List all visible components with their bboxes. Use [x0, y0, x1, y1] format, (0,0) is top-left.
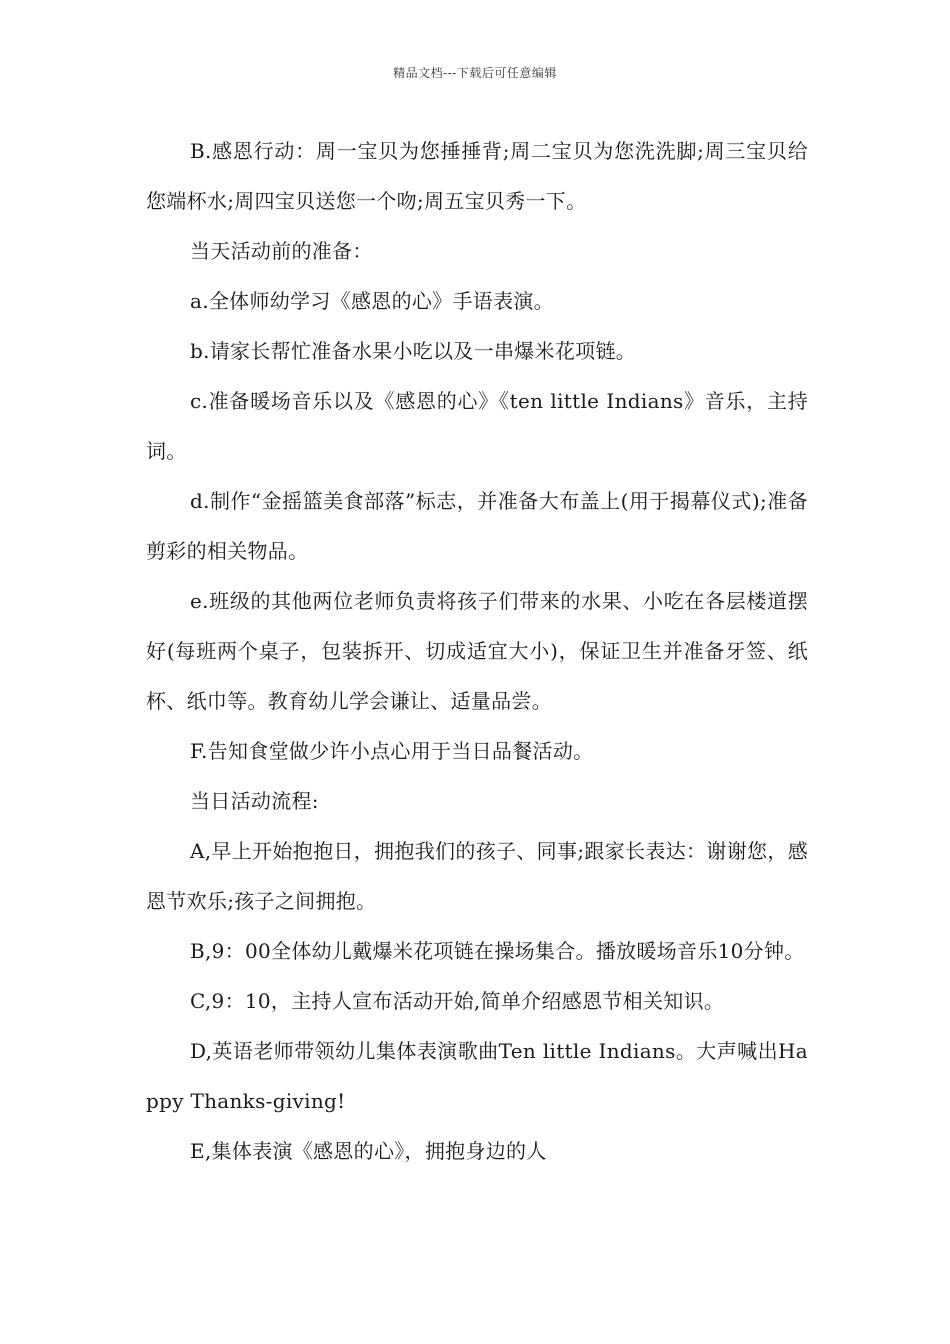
paragraph: B,9：00全体幼儿戴爆米花项链在操场集合。播放暖场音乐10分钟。: [190, 939, 805, 963]
paragraph: C,9：10，主持人宣布活动开始,简单介绍感恩节相关知识。: [190, 989, 725, 1013]
paragraph: 当日活动流程:: [190, 789, 319, 813]
paragraph: E,集体表演《感恩的心》，拥抱身边的人: [190, 1139, 547, 1163]
paragraph: e.班级的其他两位老师负责将孩子们带来的水果、小吃在各层楼道摆好(每班两个桌子，包装拆开、切成适宜大小)，保证卫生并准备牙签、纸杯、纸巾等。教育幼儿学会谦让、适量品尝。: [146, 589, 808, 713]
paragraph: d.制作“金摇篮美食部落”标志，并准备大布盖上(用于揭幕仪式);准备剪彩的相关物品。: [146, 489, 808, 563]
paragraph: B.感恩行动：周一宝贝为您捶捶背;周二宝贝为您洗洗脚;周三宝贝给您端杯水;周四宝贝送您一个吻;周五宝贝秀一下。: [146, 139, 808, 213]
paragraph: D,英语老师带领幼儿集体表演歌曲Ten little Indians。大声喊出Happy Thanks-giving!: [146, 1039, 808, 1113]
paragraph: b.请家长帮忙准备水果小吃以及一串爆米花项链。: [190, 339, 637, 363]
document-body: [146, 126, 808, 1176]
paragraph: c.准备暖场音乐以及《感恩的心》《ten little Indians》音乐，主持词。: [146, 389, 808, 463]
paragraph: 当天活动前的准备：: [190, 239, 373, 263]
paragraph: A,早上开始抱抱日，拥抱我们的孩子、同事;跟家长表达：谢谢您，感恩节欢乐;孩子之间拥抱。: [146, 839, 808, 913]
paragraph: a.全体师幼学习《感恩的心》手语表演。: [190, 289, 554, 313]
page-header: 精品文档---下载后可任意编辑: [393, 66, 557, 80]
paragraph: F.告知食堂做少许小点心用于当日品餐活动。: [190, 739, 594, 763]
